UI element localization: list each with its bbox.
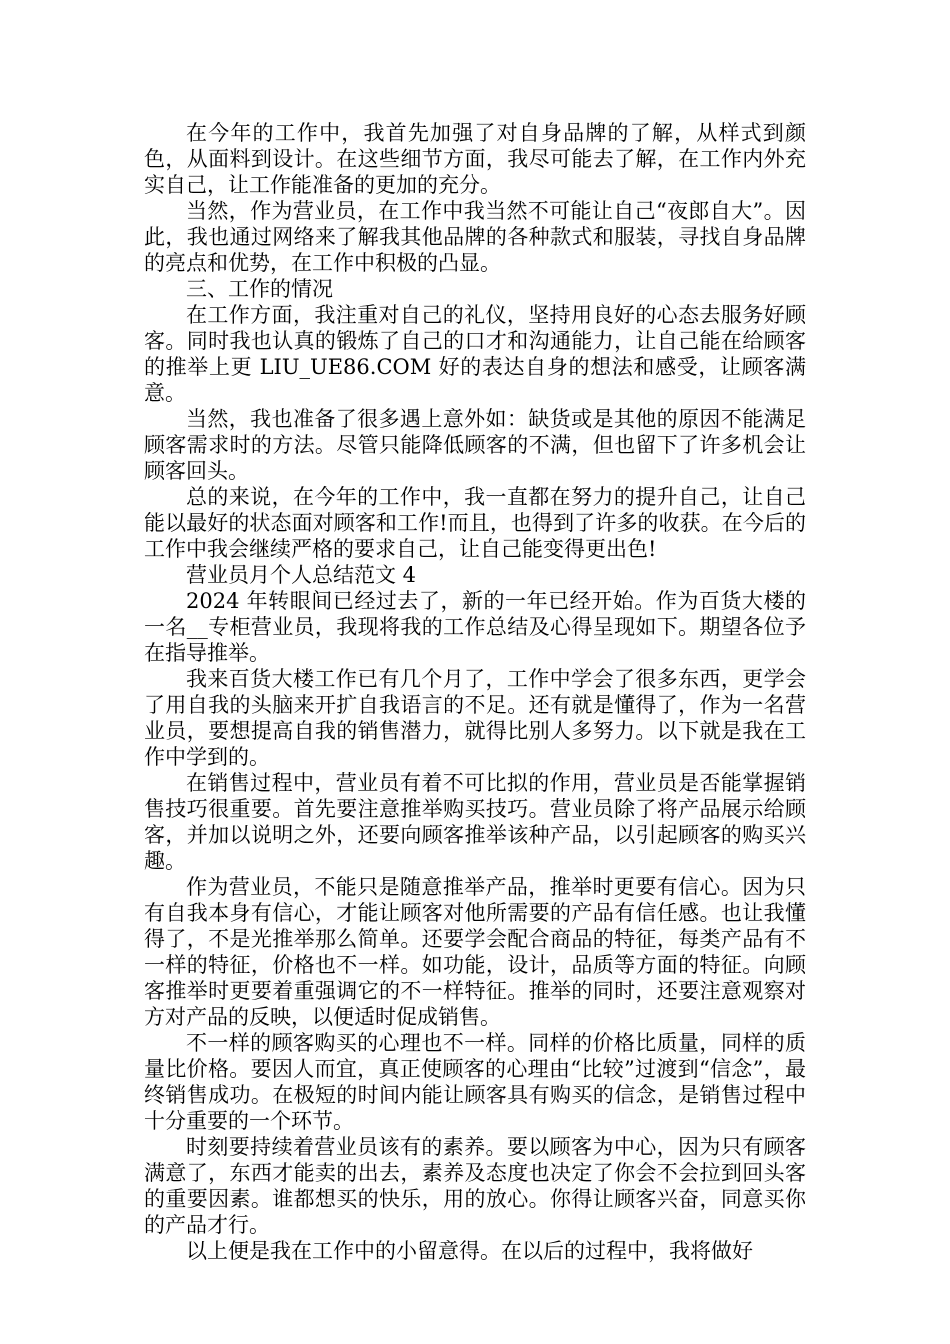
- paragraph: 在今年的工作中，我首先加强了对自身品牌的了解，从样式到颜色，从面料到设计。在这些细节方面，我尽可能去了解，在工作内外充实自己，让工作能准备的更加的充分。: [144, 121, 806, 197]
- paragraph: 时刻要持续着营业员该有的素养。要以顾客为中心，因为只有顾客满意了，东西才能卖的出去，素养及态度也决定了你会不会拉到回头客的重要因素。谁都想买的快乐，用的放心。你得让顾客兴奋，同意买你的产品才行。: [144, 1135, 806, 1237]
- paragraph: 总的来说，在今年的工作中，我一直都在努力的提升自己，让自己能以最好的状态面对顾客和工作!而且，也得到了许多的收获。在今后的工作中我会继续严格的要求自己，让自己能变得更出色!: [144, 485, 806, 561]
- paragraph: 以上便是我在工作中的小留意得。在以后的过程中，我将做好: [186, 1239, 753, 1263]
- document-page: [144, 120, 806, 1264]
- paragraph: 不一样的顾客购买的心理也不一样。同样的价格比质量，同样的质量比价格。要因人而宜，真正使顾客的心理由“比较”过渡到“信念”，最终销售成功。在极短的时间内能让顾客具有购买的信念，是销售过程中十分重要的一个环节。: [144, 1031, 806, 1133]
- paragraph: 在销售过程中，营业员有着不可比拟的作用，营业员是否能掌握销售技巧很重要。首先要注意推举购买技巧。营业员除了将产品展示给顾客，并加以说明之外，还要向顾客推举该种产品，以引起顾客的购买兴趣。: [144, 771, 806, 873]
- section-heading: 营业员月个人总结范文 4: [186, 563, 417, 587]
- section-heading: 三、工作的情况: [186, 277, 333, 301]
- paragraph: 当然，我也准备了很多遇上意外如：缺货或是其他的原因不能满足顾客需求时的方法。尽管只能降低顾客的不满，但也留下了许多机会让顾客回头。: [144, 407, 806, 483]
- paragraph: 我来百货大楼工作已有几个月了，工作中学会了很多东西，更学会了用自我的头脑来开扩自我语言的不足。还有就是懂得了，作为一名营业员，要想提高自我的销售潜力，就得比别人多努力。以下就是我在工作中学到的。: [144, 667, 806, 769]
- paragraph: 2024 年转眼间已经过去了，新的一年已经开始。作为百货大楼的一名__专柜营业员，我现将我的工作总结及心得呈现如下。期望各位予在指导推举。: [144, 589, 806, 665]
- paragraph: 当然，作为营业员，在工作中我当然不可能让自己“夜郎自大”。因此，我也通过网络来了解我其他品牌的各种款式和服装，寻找自身品牌的亮点和优势，在工作中积极的凸显。: [144, 199, 806, 275]
- paragraph: 在工作方面，我注重对自己的礼仪，坚持用良好的心态去服务好顾客。同时我也认真的锻炼了自己的口才和沟通能力，让自己能在给顾客的推举上更 LIU_UE86.COM 好的表达自身的想法和感受，让顾客满意。: [144, 303, 806, 405]
- paragraph: 作为营业员，不能只是随意推举产品，推举时更要有信心。因为只有自我本身有信心，才能让顾客对他所需要的产品有信任感。也让我懂得了，不是光推举那么简单。还要学会配合商品的特征，每类产品有不一样的特征，价格也不一样。如功能，设计，品质等方面的特征。向顾客推举时更要着重强调它的不一样特征。推举的同时，还要注意观察对方对产品的反映，以便适时促成销售。: [144, 875, 806, 1029]
